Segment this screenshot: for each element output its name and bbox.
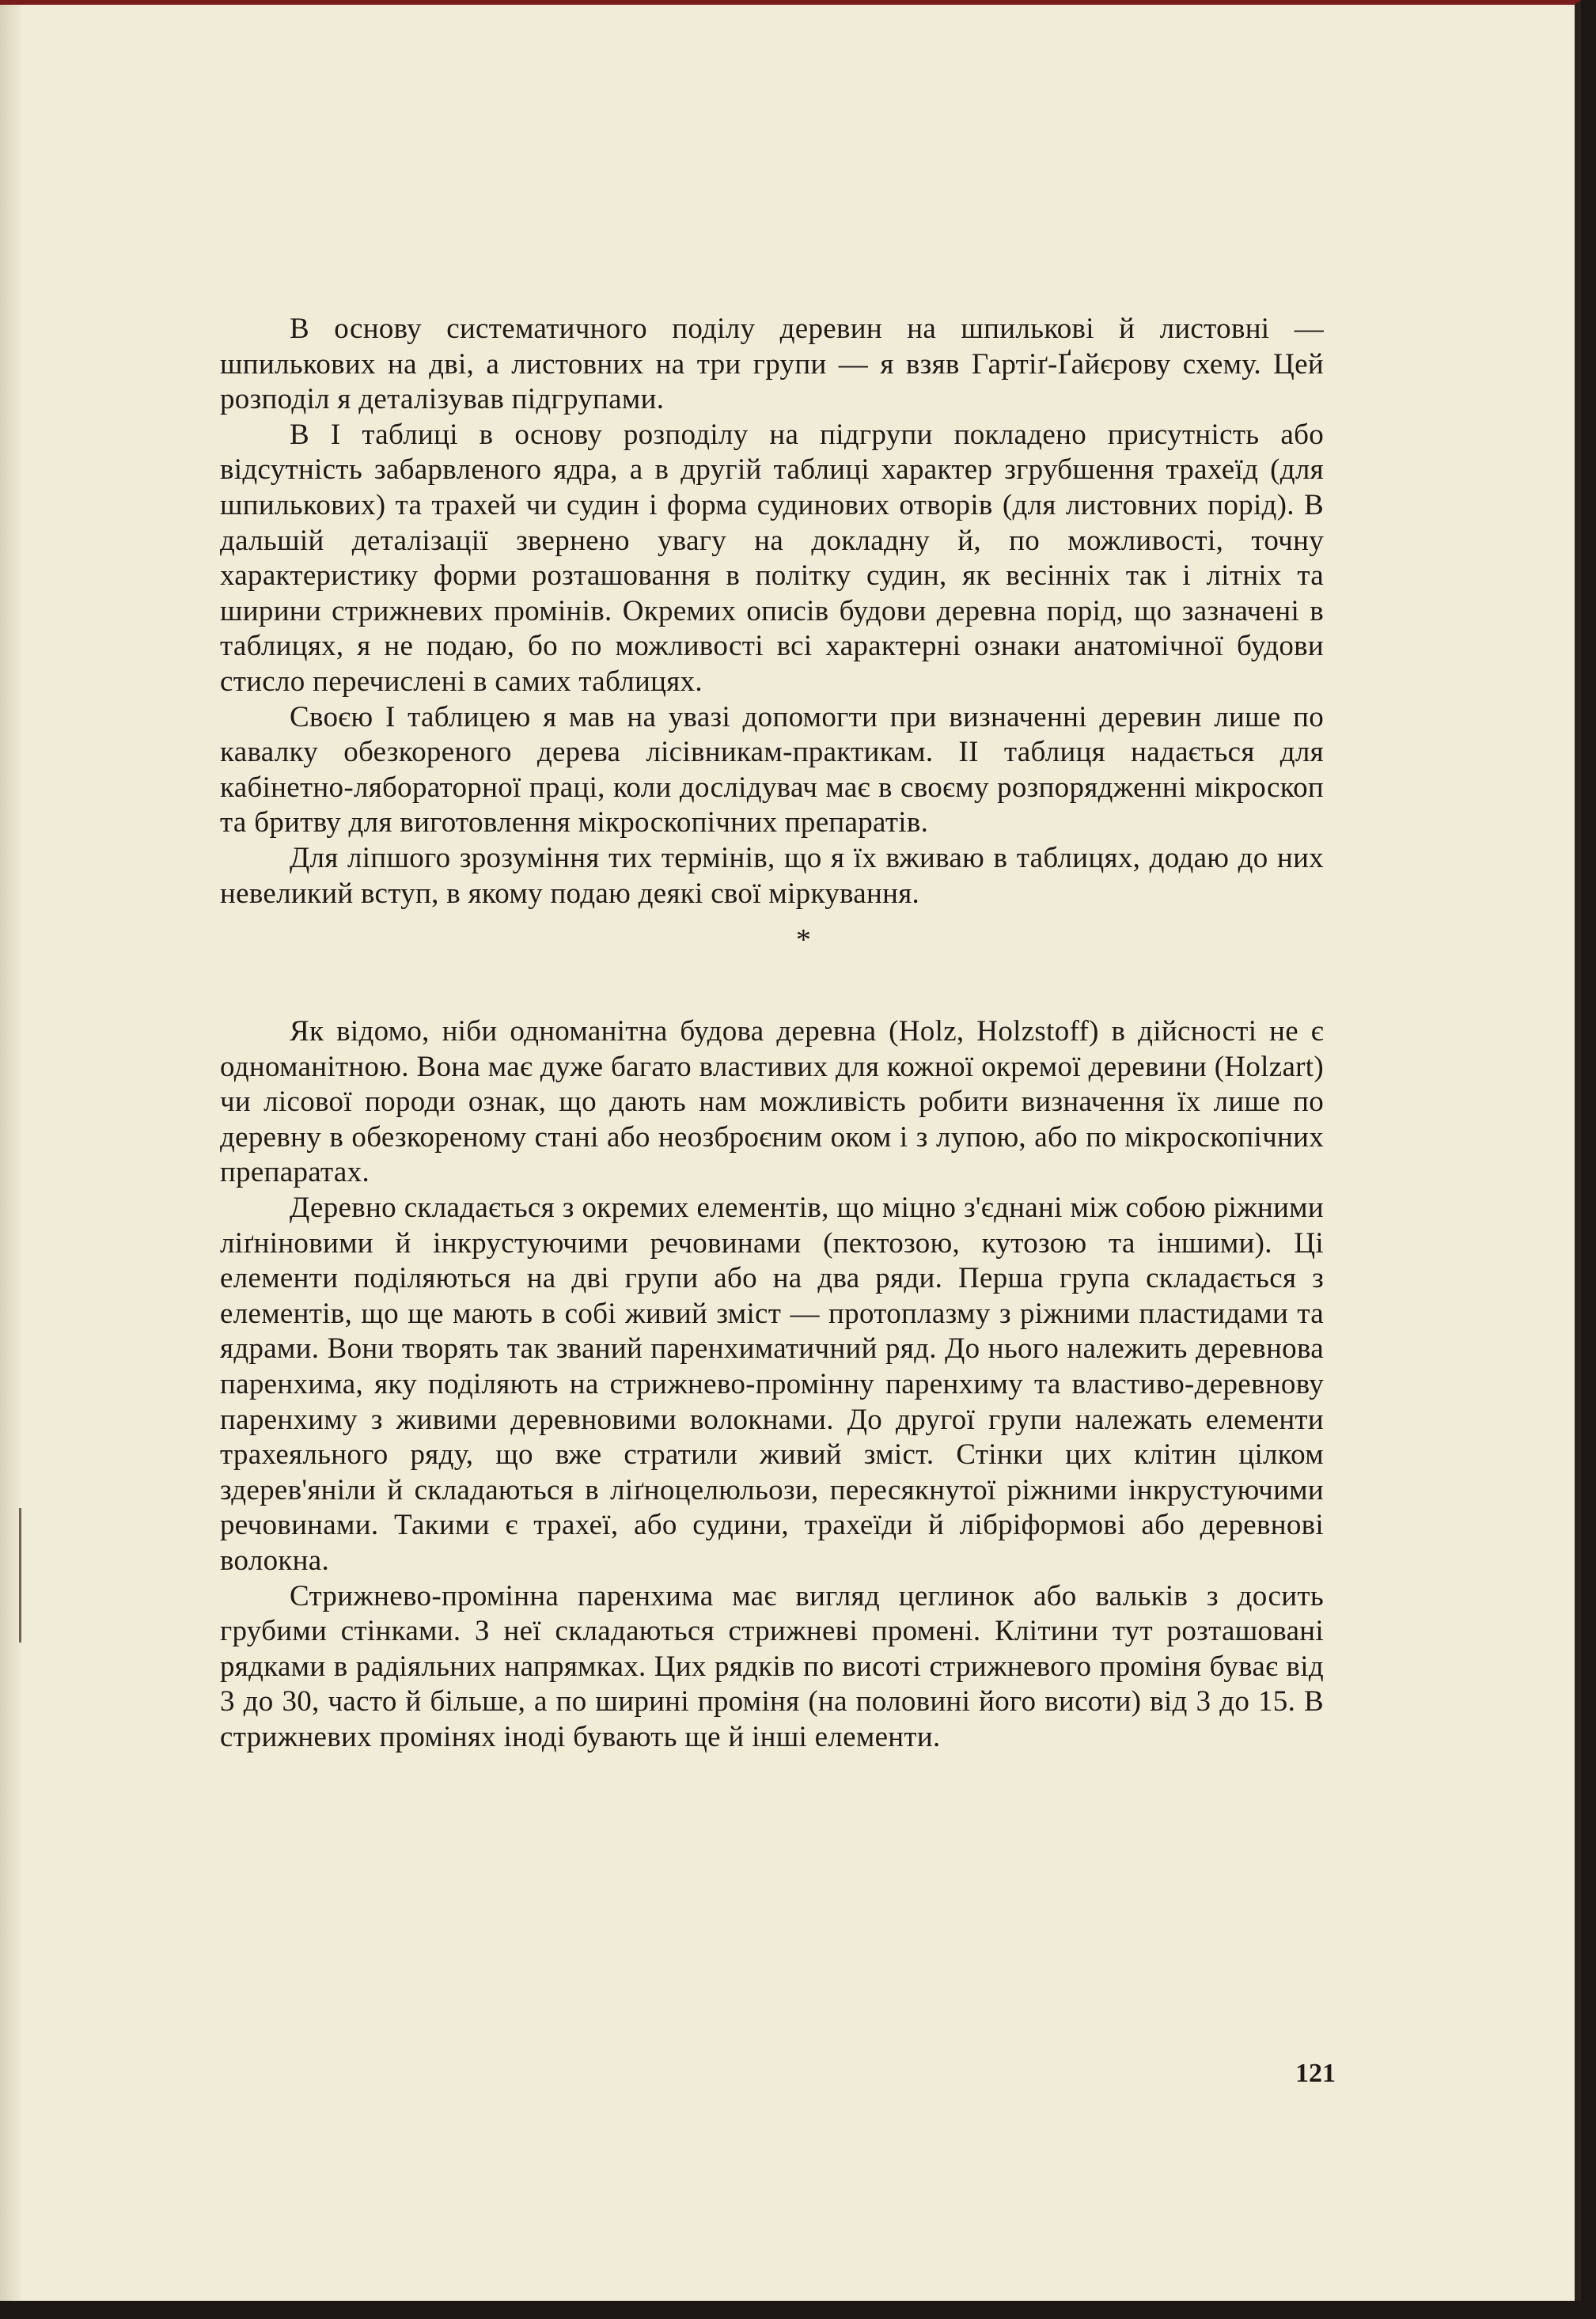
paragraph-4: Для ліпшого зрозуміння тих термінів, що я їх вживаю в таблицях, додаю до них невеликий вступ, в якому подаю деякі свої міркування. [220, 841, 1324, 910]
paragraph-7: Стрижнево-промінна паренхима має вигляд цеглинок або вальків з досить грубими стінками. З неї складаються стрижневі промені. Клітини тут розташовані рядками в радіяльних напрямках. Цих рядків по висоті стрижневого проміня буває від 3 до 30, часто й більше, а по ширині проміня (на половині його висоти) від 3 до 15. В стрижневих промінях іноді бувають ще й інші елементи. [220, 1579, 1324, 1753]
paragraph-5: Як відомо, ніби одноманітна будова деревна (Holz, Holzstoff) в дійсності не є одноманітною. Вона має дуже багато властивих для кожної окремої деревини (Holzart) чи лісової породи ознак, що дають нам можливість робити визначення їх лише по деревну в обезкореному стані або неозброєним оком і з лупою, або по мікроскопічних препаратах. [220, 1015, 1324, 1189]
page-gutter-shadow [0, 5, 24, 2301]
paragraph-3: Своєю I таблицею я мав на увазі допомогти при визначенні деревин лише по кавалку обезкореного дерева лісівникам-практикам. II таблиця надається для кабінетно-лябораторної праці, коли дослідувач має в своєму розпорядженні мікроскоп та бритву для виготовлення мікроскопічних препаратів. [220, 700, 1324, 839]
body-text [220, 312, 1324, 1756]
paragraph-6: Деревно складається з окремих елементів, що міцно з'єднані між собою ріжними ліґніновими й інкрустуючими речовинами (пектозою, кутозою та іншими). Ці елементи поділяються на дві групи або на два ряди. Перша група складається з елементів, що ще мають в собі живий зміст — протоплазму з ріжними пластидами та ядрами. Вони творять так званий паренхиматичний ряд. До нього належить деревнова паренхима, яку поділяють на стрижнево-промінну паренхиму та властиво-деревнову паренхиму з живими деревновими волокнами. До другої групи належать елементи трахеяльного ряду, що вже стратили живий зміст. Стінки цих клітин цілком здерев'яніли й складаються в ліґноцелюльози, пересякнутої ріжними інкрустуючими речовинами. Такими є трахеї, або судини, трахеїди й лібріформові або деревнові волокна. [220, 1192, 1324, 1577]
section-separator: * [795, 923, 812, 957]
binding-mark [19, 1508, 21, 1643]
paragraph-1: В основу систематичного поділу деревин на шпилькові й листовні — шпилькових на дві, а листовних на три групи — я взяв Гартіґ-Ґайєрову схему. Цей розподіл я деталізував підгрупами. [220, 313, 1324, 416]
paragraph-2: В I таблиці в основу розподілу на підгрупи покладено присутність або відсутність забарвленого ядра, а в другій таблиці характер згрубшення трахеїд (для шпилькових) та трахей чи судин і форма судинових отворів (для листовних порід). В дальшій деталізації звернено увагу на докладну й, по можливості, точну характеристику форми розташовання в політку судин, як весінніх так і літніх та ширини стрижневих промінів. Окремих описів будови деревна порід, що зазначені в таблицях, я не подаю, бо по можливості всі характерні ознаки анатомічної будови стисло перечислені в самих таблицях. [220, 418, 1324, 698]
page-number: 121 [1295, 2059, 1336, 2088]
